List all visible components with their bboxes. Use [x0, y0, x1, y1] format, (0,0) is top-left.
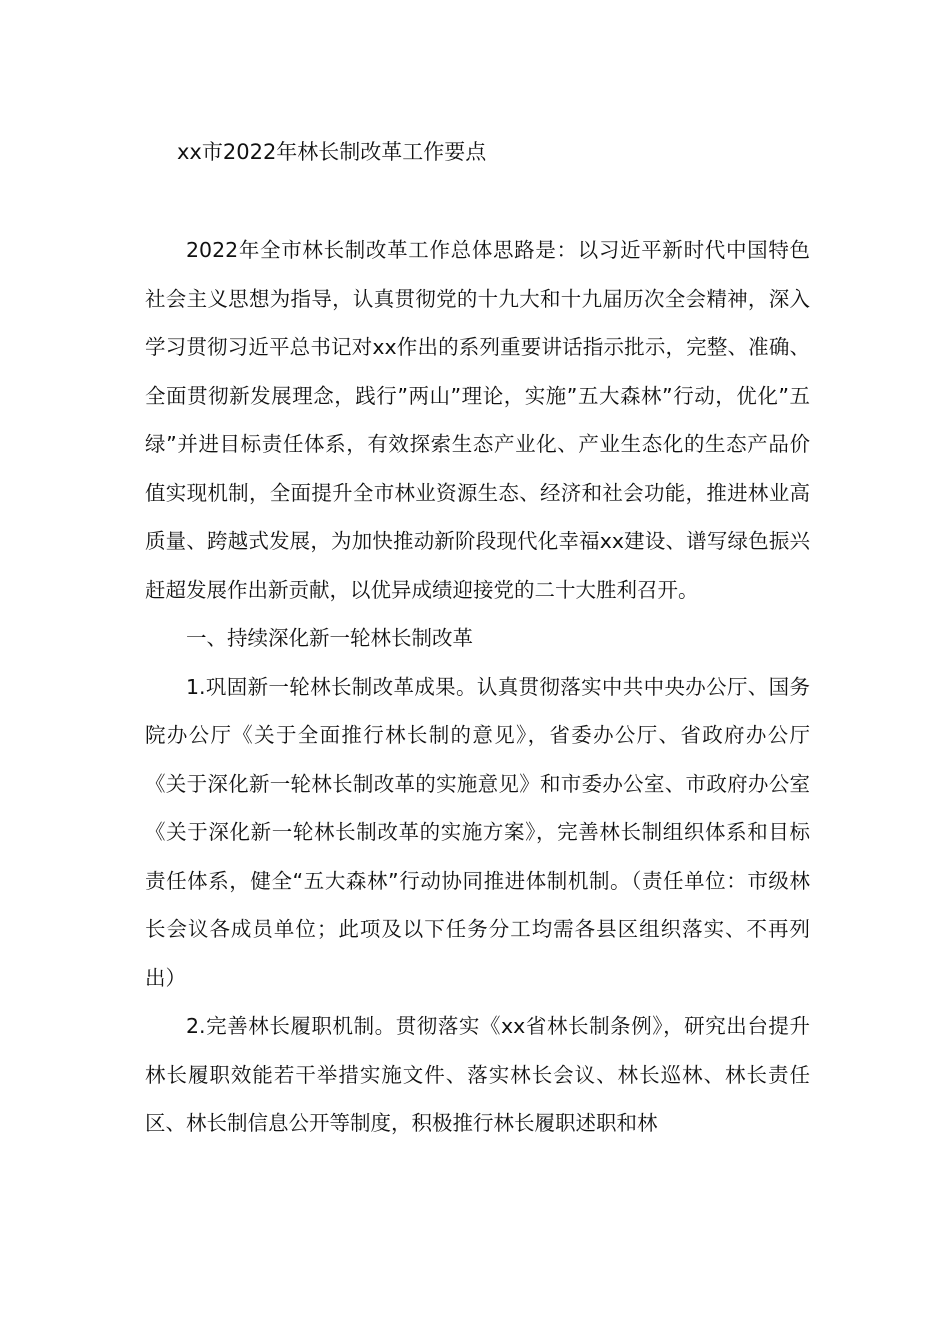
document-title: xx市2022年林长制改革工作要点: [177, 140, 487, 164]
paragraph-item-1: 1.巩固新一轮林长制改革成果。认真贯彻落实中共中央办公厅、国务院办公厅《关于全面推行林长制的意见》，省委办公厅、省政府办公厅《关于深化新一轮林长制改革的实施意见》和市委办公室、市政府办公室《关于深化新一轮林长制改革的实施方案》，完善林长制组织体系和目标责任体系，健全“五大森林”行动协同推进体制机制。（责任单位：市级林长会议各成员单位；此项及以下任务分工均需各县区组织落实、不再列出）: [145, 674, 810, 990]
document-body: [145, 226, 810, 1148]
paragraph-overview: 2022年全市林长制改革工作总体思路是：以习近平新时代中国特色社会主义思想为指导，认真贯彻党的十九大和十九届历次全会精神，深入学习贯彻习近平总书记对xx作出的系列重要讲话指示批示，完整、准确、全面贯彻新发展理念，践行”两山”理论，实施”五大森林”行动，优化”五绿”并进目标责任体系，有效探索生态产业化、产业生态化的生态产品价值实现机制，全面提升全市林业资源生态、经济和社会功能，推进林业高质量、跨越式发展，为加快推动新阶段现代化幸福xx建设、谱写绿色振兴赶超发展作出新贡献，以优异成绩迎接党的二十大胜利召开。: [145, 238, 810, 602]
section-heading-1: 一、持续深化新一轮林长制改革: [186, 626, 473, 650]
paragraph-item-2: 2.完善林长履职机制。贯彻落实《xx省林长制条例》，研究出台提升林长履职效能若干举措实施文件、落实林长会议、林长巡林、林长责任区、林长制信息公开等制度，积极推行林长履职述职和林: [145, 1014, 810, 1135]
